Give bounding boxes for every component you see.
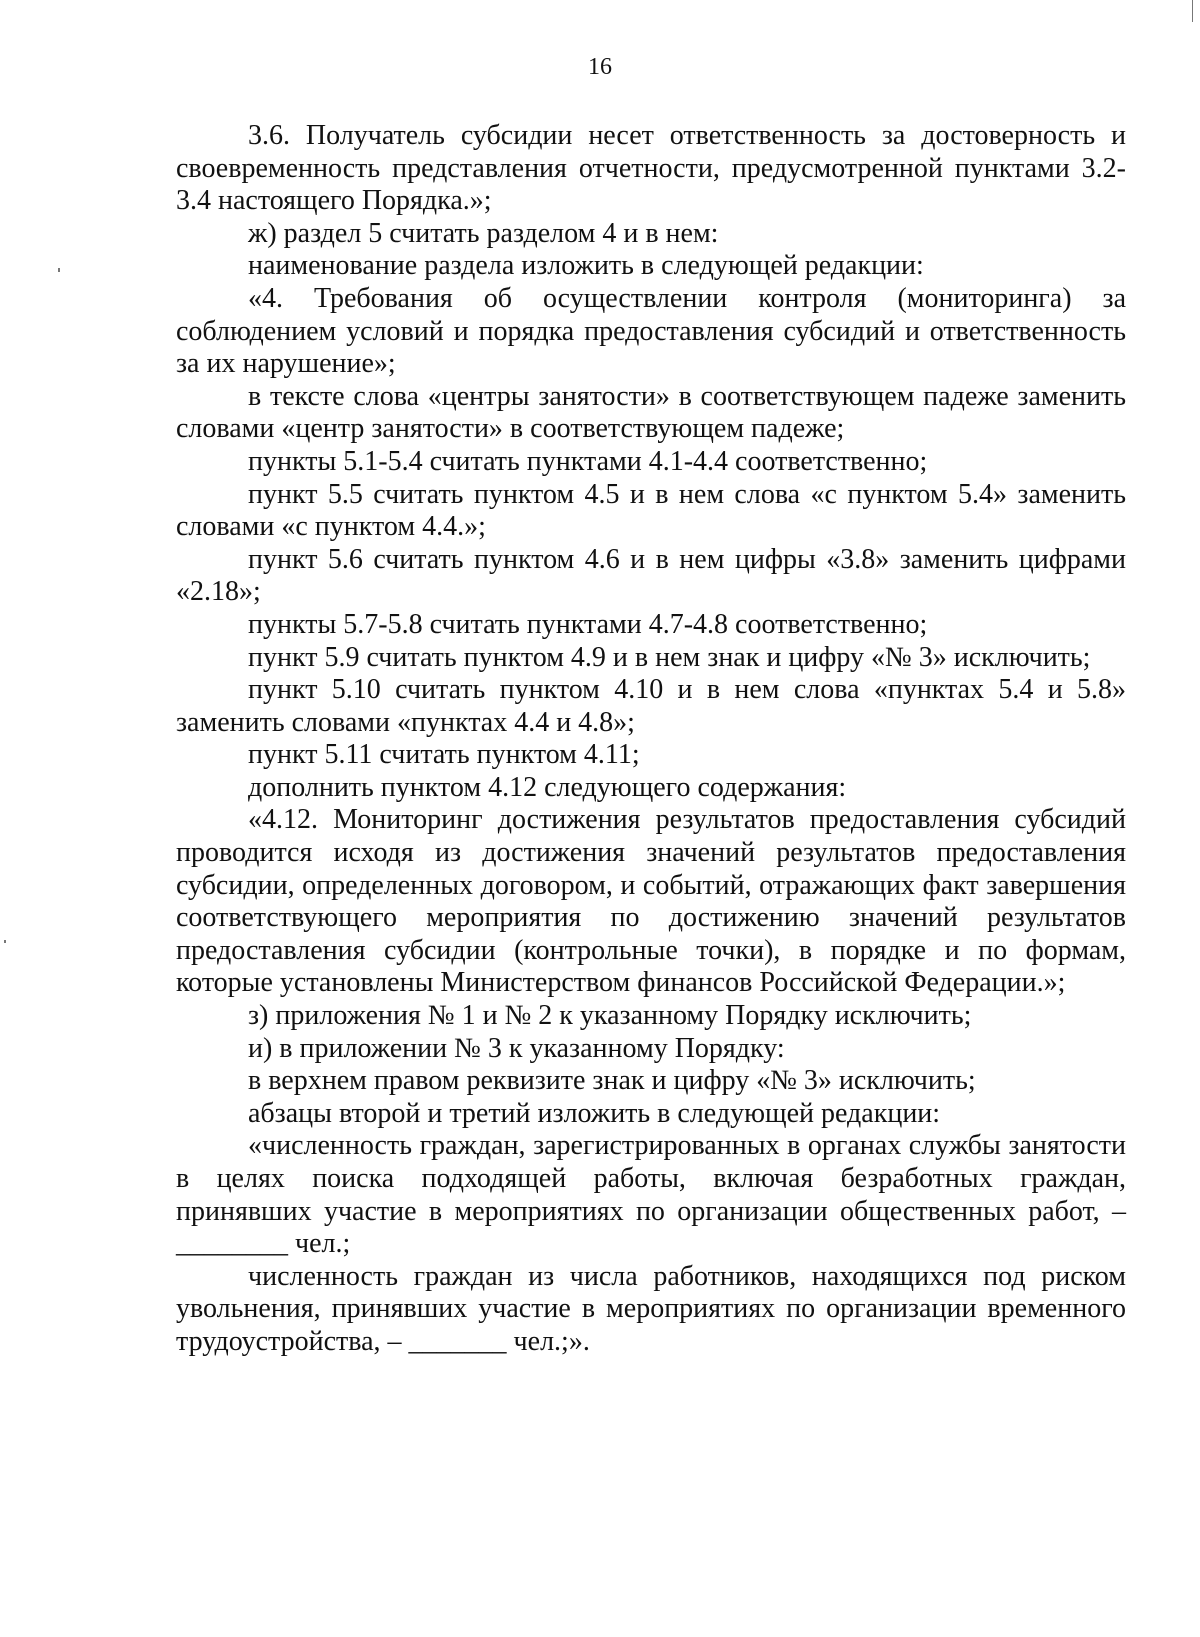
- paragraph: численность граждан из числа работников, находящихся под риском увольнения, принявших участие в мероприятиях по организации временного трудоустройства, – _______ чел.;».: [176, 1260, 1126, 1357]
- paragraph: пункты 5.1-5.4 считать пунктами 4.1-4.4 соответственно;: [248, 445, 928, 477]
- paragraph: пункт 5.9 считать пунктом 4.9 и в нем знак и цифру «№ 3» исключить;: [248, 641, 1091, 673]
- page-number: 16: [588, 54, 612, 80]
- paragraph: ж) раздел 5 считать разделом 4 и в нем:: [248, 217, 719, 249]
- paragraph: в тексте слова «центры занятости» в соответствующем падеже заменить словами «центр занятости» в соответствующем падеже;: [176, 380, 1126, 445]
- paragraph: пункт 5.10 считать пунктом 4.10 и в нем слова «пунктах 5.4 и 5.8» заменить словами «пунктах 4.4 и 4.8»;: [176, 674, 1126, 738]
- paragraph: пункты 5.7-5.8 считать пунктами 4.7-4.8 соответственно;: [248, 608, 928, 640]
- scan-edge-mark-left-bottom: [4, 940, 6, 943]
- paragraph: в верхнем правом реквизите знак и цифру «№ 3» исключить;: [248, 1065, 976, 1097]
- paragraph: и) в приложении № 3 к указанному Порядку:: [248, 1032, 785, 1064]
- paragraph: пункт 5.5 считать пунктом 4.5 и в нем слова «с пунктом 5.4» заменить словами «с пунктом 4.4.»;: [176, 478, 1126, 543]
- scan-edge-mark-right-top: [1192, 0, 1193, 22]
- document-body: [176, 120, 1126, 1359]
- paragraph: дополнить пунктом 4.12 следующего содержания:: [248, 771, 847, 803]
- paragraph: 3.6. Получатель субсидии несет ответственность за достоверность и своевременность представления отчетности, предусмотренной пунктами 3.2-3.4 настоящего Порядка.»;: [176, 120, 1126, 217]
- paragraph: пункт 5.11 считать пунктом 4.11;: [248, 739, 640, 771]
- paragraph: «4.12. Мониторинг достижения результатов предоставления субсидий проводится исходя из достижения значений результатов предоставления субсидии, определенных договором, и событий, отражающих факт завершения соответствующего мероприятия по достижению значений результатов предоставления субсидии (контрольные точки), в порядке и по формам, которые установлены Министерством финансов Российской Федерации.»;: [176, 804, 1126, 999]
- paragraph: «численность граждан, зарегистрированных в органах службы занятости в целях поиска подходящей работы, включая безработных граждан, принявших участие в мероприятиях по организации общественных работ, – ________ чел.;: [176, 1130, 1126, 1260]
- paragraph: з) приложения № 1 и № 2 к указанному Порядку исключить;: [248, 1000, 972, 1032]
- scan-edge-mark-left-top: [58, 268, 60, 272]
- paragraph: наименование раздела изложить в следующей редакции:: [248, 250, 924, 282]
- paragraph: пункт 5.6 считать пунктом 4.6 и в нем цифры «3.8» заменить цифрами «2.18»;: [176, 543, 1126, 608]
- paragraph: «4. Требования об осуществлении контроля (мониторинга) за соблюдением условий и порядка предоставления субсидий и ответственность за их нарушение»;: [176, 282, 1126, 380]
- paragraph: абзацы второй и третий изложить в следующей редакции:: [248, 1097, 941, 1129]
